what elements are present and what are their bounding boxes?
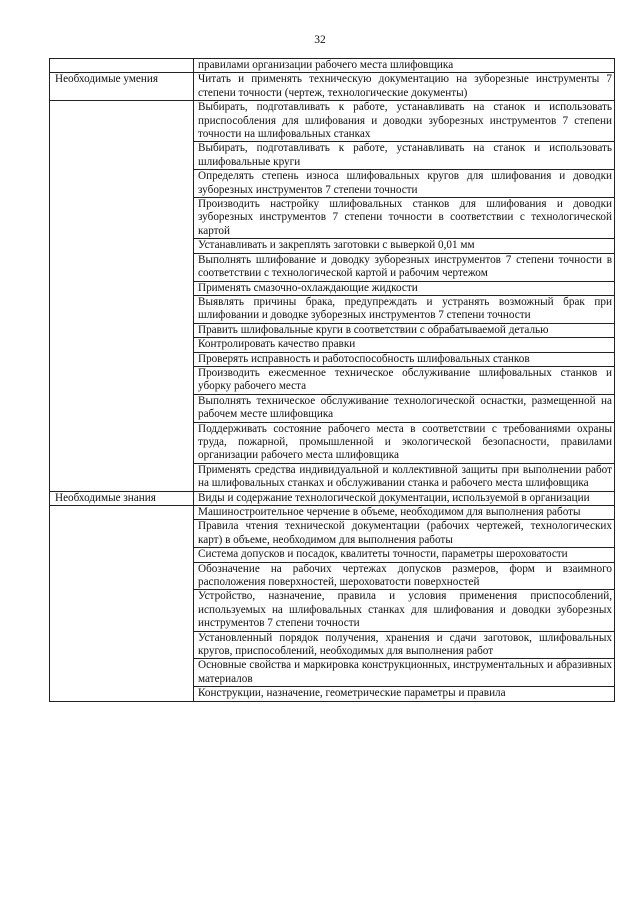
row-label — [50, 687, 194, 701]
row-label — [50, 659, 194, 687]
table-row — [50, 463, 615, 491]
row-label — [50, 170, 194, 198]
row-label — [50, 352, 194, 366]
row-label — [50, 295, 194, 323]
row-label — [50, 253, 194, 281]
row-text: Применять смазочно-охлаждающие жидкости — [194, 281, 615, 295]
row-text: правилами организации рабочего места шлифовщика — [194, 59, 615, 73]
row-text: Обозначение на рабочих чертежах допусков размеров, форм и взаимного расположения поверхностей, шероховатости поверхностей — [194, 562, 615, 590]
row-text: Устанавливать и закреплять заготовки с выверкой 0,01 мм — [194, 239, 615, 253]
row-label — [50, 562, 194, 590]
row-text: Устройство, назначение, правила и условия применения приспособлений, используемых на шлифовальных станках для шлифования и доводки зуборезных инструментов 7 степени точности — [194, 590, 615, 631]
row-text: Контролировать качество правки — [194, 338, 615, 352]
table-row — [50, 59, 615, 73]
table-row — [50, 142, 615, 170]
row-label — [50, 366, 194, 394]
row-text: Выполнять шлифование и доводку зуборезных инструментов 7 степени точности в соответствии с технологической картой и рабочим чертежом — [194, 253, 615, 281]
row-text: Система допусков и посадок, квалитеты точности, параметры шероховатости — [194, 548, 615, 562]
row-label — [50, 338, 194, 352]
table-row — [50, 281, 615, 295]
table-row — [50, 506, 615, 520]
row-text: Виды и содержание технологической документации, используемой в организации — [194, 491, 615, 505]
row-text: Проверять исправность и работоспособность шлифовальных станков — [194, 352, 615, 366]
table-row — [50, 520, 615, 548]
row-label — [50, 548, 194, 562]
table-row — [50, 101, 615, 142]
table-row — [50, 323, 615, 337]
row-label — [50, 590, 194, 631]
table-row — [50, 590, 615, 631]
row-text: Установленный порядок получения, хранения и сдачи заготовок, шлифовальных кругов, приспособлений, необходимых для выполнения работ — [194, 631, 615, 659]
row-label — [50, 101, 194, 142]
table-row — [50, 253, 615, 281]
table-row — [50, 73, 615, 101]
row-text: Основные свойства и маркировка конструкционных, инструментальных и абразивных материалов — [194, 659, 615, 687]
table-row — [50, 562, 615, 590]
table-row — [50, 659, 615, 687]
table-row — [50, 239, 615, 253]
row-label — [50, 239, 194, 253]
row-label: Необходимые знания — [50, 491, 194, 505]
table-row — [50, 548, 615, 562]
row-label — [50, 422, 194, 463]
row-label — [50, 198, 194, 239]
row-text: Выполнять техническое обслуживание технологической оснастки, размещенной на рабочем месте шлифовщика — [194, 394, 615, 422]
table-row — [50, 422, 615, 463]
row-label — [50, 631, 194, 659]
row-text: Конструкции, назначение, геометрические параметры и правила — [194, 687, 615, 701]
row-text: Выявлять причины брака, предупреждать и устранять возможный брак при шлифовании и доводке зуборезных инструментов 7 степени точности — [194, 295, 615, 323]
row-label — [50, 463, 194, 491]
table-body — [50, 59, 615, 702]
row-text: Производить ежесменное техническое обслуживание шлифовальных станков и уборку рабочего места — [194, 366, 615, 394]
table-row — [50, 491, 615, 505]
row-label — [50, 506, 194, 520]
table-row — [50, 295, 615, 323]
row-text: Машиностроительное черчение в объеме, необходимом для выполнения работы — [194, 506, 615, 520]
row-label: Необходимые умения — [50, 73, 194, 101]
table-row — [50, 631, 615, 659]
row-text: Производить настройку шлифовальных станков для шлифования и доводки зуборезных инструментов 7 степени точности в соответствии с технологической картой — [194, 198, 615, 239]
row-text: Применять средства индивидуальной и коллективной защиты при выполнении работ на шлифовальных станках и обслуживании станка и рабочего места шлифовщика — [194, 463, 615, 491]
row-text: Правила чтения технической документации (рабочих чертежей, технологических карт) в объеме, необходимом для выполнения работы — [194, 520, 615, 548]
row-text: Выбирать, подготавливать к работе, устанавливать на станок и использовать шлифовальные круги — [194, 142, 615, 170]
skills-knowledge-table — [49, 58, 615, 702]
table-row — [50, 198, 615, 239]
row-text: Поддерживать состояние рабочего места в соответствии с требованиями охраны труда, пожарной, промышленной и экологической безопасности, правилами организации рабочего места шлифовщика — [194, 422, 615, 463]
row-text: Выбирать, подготавливать к работе, устанавливать на станок и использовать приспособления для шлифования и доводки зуборезных инструментов 7 степени точности на шлифовальных станках — [194, 101, 615, 142]
row-label — [50, 323, 194, 337]
table-row — [50, 687, 615, 701]
row-label — [50, 142, 194, 170]
row-label — [50, 59, 194, 73]
row-text: Определять степень износа шлифовальных кругов для шлифования и доводки зуборезных инструментов 7 степени точности — [194, 170, 615, 198]
table-row — [50, 338, 615, 352]
row-label — [50, 394, 194, 422]
table-row — [50, 170, 615, 198]
table-row — [50, 394, 615, 422]
row-text: Читать и применять техническую документацию на зуборезные инструменты 7 степени точности (чертеж, технологические документы) — [194, 73, 615, 101]
row-label — [50, 281, 194, 295]
table-row — [50, 366, 615, 394]
table-row — [50, 352, 615, 366]
page-number: 32 — [314, 34, 326, 46]
row-label — [50, 520, 194, 548]
row-text: Править шлифовальные круги в соответствии с обрабатываемой деталью — [194, 323, 615, 337]
